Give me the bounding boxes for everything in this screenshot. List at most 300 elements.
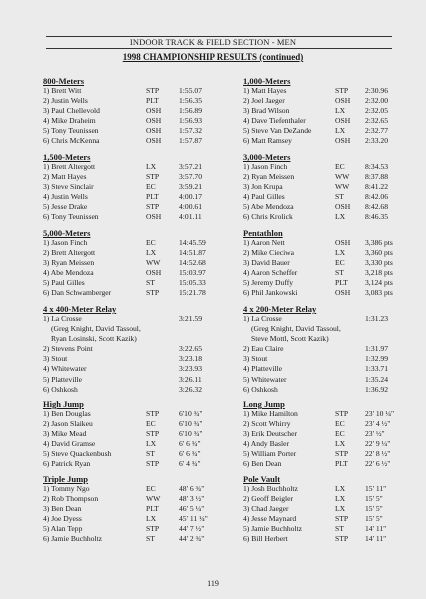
event-section xyxy=(243,152,403,223)
result-row xyxy=(243,354,403,364)
result-row xyxy=(243,409,403,419)
result-mark: 48' 6 ¾" xyxy=(179,484,205,493)
result-row xyxy=(243,192,403,202)
event-title: 5,000-Meters xyxy=(43,228,91,238)
team-code: STP xyxy=(146,459,160,469)
result-row xyxy=(43,126,213,136)
relay-members: Steve Mottl, Scott Kazik) xyxy=(251,334,329,344)
team-code: EC xyxy=(146,182,156,192)
team-code: LX xyxy=(146,514,157,524)
result-mark: 2:32.65 xyxy=(365,116,388,126)
team-code: LX xyxy=(335,106,346,116)
page-title: 1998 CHAMPIONSHIP RESULTS (continued) xyxy=(122,52,304,62)
team-code: WW xyxy=(335,182,350,192)
athlete-name: 3) Steve Sinclair xyxy=(43,182,94,192)
athlete-name: 1) Mike Hamilton xyxy=(243,409,298,418)
result-mark: 48' 3 ½" xyxy=(179,494,205,504)
team-code: EC xyxy=(146,419,156,429)
result-row xyxy=(43,192,213,202)
result-row xyxy=(43,202,213,212)
result-mark: 15:21.78 xyxy=(179,288,206,298)
athlete-name: 4) Paul Gilles xyxy=(243,192,285,202)
result-row xyxy=(43,162,213,172)
team-code: ST xyxy=(146,449,155,459)
athlete-name: 1) Jason Finch xyxy=(43,238,88,247)
athlete-name: 4) Platteville xyxy=(243,364,283,374)
result-mark: 1:31.23 xyxy=(365,314,388,323)
result-mark: 1:56.89 xyxy=(179,106,202,116)
result-mark: 1:56.35 xyxy=(179,96,202,106)
athlete-name: 6) Phil Jankowski xyxy=(243,288,298,298)
team-code: STP xyxy=(335,534,349,544)
athlete-name: 1) Ben Douglas xyxy=(43,409,91,418)
athlete-name: 1) Brett Altergott xyxy=(43,162,96,171)
athlete-name: 2) Joel Jaeger xyxy=(243,96,285,106)
result-mark: 3,124 pts xyxy=(365,278,393,288)
result-row xyxy=(43,212,213,222)
page-number: 119 xyxy=(207,579,219,588)
athlete-name: 2) Rob Thompson xyxy=(43,494,99,504)
athlete-name: 1) Tommy Ngo xyxy=(43,484,90,493)
result-mark: 3:23.18 xyxy=(179,354,202,364)
team-code: OSH xyxy=(335,238,351,247)
result-row xyxy=(243,268,403,278)
event-title: Pole Vault xyxy=(243,474,281,484)
result-mark: 3:57.21 xyxy=(179,162,202,171)
result-row xyxy=(43,409,213,419)
result-row xyxy=(243,344,403,354)
athlete-name: 5) William Porter xyxy=(243,449,297,459)
team-code: OSH xyxy=(146,106,162,116)
athlete-name: 3) Chad Jaeger xyxy=(243,504,289,514)
result-mark: 15:03.97 xyxy=(179,268,206,278)
result-row xyxy=(243,504,403,514)
athlete-name: 5) Paul Gilles xyxy=(43,278,85,288)
result-mark: 1:32.99 xyxy=(365,354,388,364)
result-mark: 6' 6 ¾" xyxy=(179,439,201,449)
team-code: LX xyxy=(335,439,346,449)
result-mark: 22' 6 ½" xyxy=(365,459,391,469)
event-section xyxy=(243,228,403,299)
result-mark: 15' 5" xyxy=(365,494,383,504)
event-section xyxy=(43,228,213,299)
relay-members: (Greg Knight, David Tassoul, xyxy=(51,324,141,334)
team-code: ST xyxy=(335,524,344,534)
result-mark: 45' 11 ¼" xyxy=(179,514,208,524)
result-mark: 15' 11" xyxy=(365,484,387,493)
result-row xyxy=(243,385,403,395)
result-mark: 23' 10 ¼" xyxy=(365,409,395,418)
team-code: PLT xyxy=(335,278,348,288)
athlete-name: 6) Oshkosh xyxy=(43,384,78,394)
result-row xyxy=(43,385,213,395)
result-row xyxy=(243,116,403,126)
athlete-name: 1) La Crosse xyxy=(43,314,82,323)
team-code: LX xyxy=(146,162,157,171)
team-code: STP xyxy=(335,86,349,95)
team-code: LX xyxy=(335,484,346,493)
team-code: OSH xyxy=(335,288,351,298)
result-mark: 22' 9 ¼" xyxy=(365,439,391,449)
athlete-name: 3) Stout xyxy=(243,354,268,364)
result-row xyxy=(243,106,403,116)
event-section xyxy=(243,304,403,395)
athlete-name: 1) Matt Hayes xyxy=(243,86,287,95)
team-code: EC xyxy=(335,419,345,429)
team-code: STP xyxy=(146,202,160,212)
result-mark: 2:30.96 xyxy=(365,86,388,95)
result-mark: 2:33.20 xyxy=(365,136,388,146)
athlete-name: 5) Jeremy Duffy xyxy=(243,278,294,288)
team-code: LX xyxy=(335,494,346,504)
team-code: PLT xyxy=(146,192,159,202)
athlete-name: 6) Chris Krolick xyxy=(243,212,293,222)
athlete-name: 4) Dave Tiefenthaler xyxy=(243,116,306,126)
team-code: EC xyxy=(335,162,345,171)
team-code: WW xyxy=(146,258,161,268)
result-row xyxy=(243,96,403,106)
event-title: 1,500-Meters xyxy=(43,152,91,162)
event-title: 4 x 200-Meter Relay xyxy=(243,304,317,314)
event-title: Pentathlon xyxy=(243,228,283,238)
team-code: PLT xyxy=(146,504,159,514)
result-row xyxy=(43,534,213,544)
athlete-name: 5) Jesse Drake xyxy=(43,202,88,212)
team-code: ST xyxy=(146,534,155,544)
athlete-name: 4) Whitewater xyxy=(43,364,87,374)
result-mark: 3,360 pts xyxy=(365,248,393,258)
result-row xyxy=(43,375,213,385)
athlete-name: 2) Mike Cieciwa xyxy=(243,248,295,258)
athlete-name: 6) Chris McKenna xyxy=(43,136,100,146)
result-row xyxy=(43,364,213,374)
athlete-name: 6) Ben Dean xyxy=(243,459,282,469)
result-mark: 44' 2 ¾" xyxy=(179,534,205,544)
result-mark: 14' 11" xyxy=(365,524,387,534)
result-mark: 3:23.93 xyxy=(179,364,202,374)
event-title: 800-Meters xyxy=(43,76,85,86)
result-mark: 6'10 ¾" xyxy=(179,409,203,418)
result-row xyxy=(43,314,213,324)
result-row xyxy=(43,238,213,248)
result-mark: 1:31.97 xyxy=(365,344,388,354)
result-row xyxy=(243,182,403,192)
result-mark: 4:00.61 xyxy=(179,202,202,212)
team-code: OSH xyxy=(146,116,162,126)
result-row xyxy=(43,524,213,534)
result-mark: 8:37.88 xyxy=(365,172,388,182)
result-row xyxy=(243,494,403,504)
athlete-name: 4) Mike Draheim xyxy=(43,116,96,126)
team-code: OSH xyxy=(335,116,351,126)
event-title: Long Jump xyxy=(243,399,285,409)
result-row xyxy=(243,136,403,146)
team-code: STP xyxy=(146,409,160,418)
result-row xyxy=(43,439,213,449)
result-row xyxy=(243,162,403,172)
event-section xyxy=(43,399,213,470)
result-mark: 1:56.93 xyxy=(179,116,202,126)
athlete-name: 5) Tony Teunissen xyxy=(43,126,99,136)
event-section xyxy=(43,474,213,545)
athlete-name: 3) Brad Wilson xyxy=(243,106,290,116)
result-mark: 6'10 ¾" xyxy=(179,429,203,439)
team-code: STP xyxy=(146,172,160,182)
result-mark: 3,386 pts xyxy=(365,238,393,247)
athlete-name: 6) Matt Ramsey xyxy=(243,136,292,146)
team-code: LX xyxy=(146,439,157,449)
result-row xyxy=(243,459,403,469)
result-mark: 6' 4 ¾" xyxy=(179,459,201,469)
team-code: LX xyxy=(146,248,157,258)
athlete-name: 2) Ryan Meissen xyxy=(243,172,295,182)
athlete-name: 2) Geoff Beigler xyxy=(243,494,294,504)
athlete-name: 1) Jason Finch xyxy=(243,162,288,171)
result-mark: 1:35.24 xyxy=(365,374,388,384)
result-row xyxy=(243,439,403,449)
team-code: ST xyxy=(335,192,344,202)
result-mark: 8:42.68 xyxy=(365,202,388,212)
result-mark: 2:32.77 xyxy=(365,126,388,136)
result-mark: 14' 11" xyxy=(365,534,387,544)
result-row xyxy=(243,534,403,544)
athlete-name: 2) Matt Hayes xyxy=(43,172,87,182)
result-row xyxy=(43,288,213,298)
result-row xyxy=(43,258,213,268)
relay-members: Ryan Losinski, Scott Kazik) xyxy=(51,334,137,344)
result-mark: 3:59.21 xyxy=(179,182,202,192)
athlete-name: 4) Aaron Scheffer xyxy=(243,268,298,278)
athlete-name: 4) Jesse Maynard xyxy=(243,514,297,524)
result-mark: 3:22.65 xyxy=(179,344,202,354)
result-row xyxy=(43,449,213,459)
result-row xyxy=(243,364,403,374)
result-mark: 8:46.35 xyxy=(365,212,388,222)
event-section xyxy=(243,474,403,545)
result-mark: 8:34.53 xyxy=(365,162,388,171)
team-code: WW xyxy=(146,494,161,504)
result-row xyxy=(243,314,403,324)
athlete-name: 2) Scott Whirry xyxy=(243,419,291,429)
team-code: PLT xyxy=(146,96,159,106)
athlete-name: 3) David Bauer xyxy=(243,258,290,268)
team-code: PLT xyxy=(335,459,348,469)
team-code: STP xyxy=(146,288,160,298)
result-row xyxy=(43,344,213,354)
event-title: 3,000-Meters xyxy=(243,152,291,162)
event-title: 1,000-Meters xyxy=(243,76,291,86)
result-row xyxy=(43,268,213,278)
result-mark: 44' 7 ½" xyxy=(179,524,205,534)
event-title: Triple Jump xyxy=(43,474,88,484)
athlete-name: 2) Eau Claire xyxy=(243,344,284,354)
event-section xyxy=(43,76,213,147)
result-row xyxy=(43,459,213,469)
result-mark: 1:33.71 xyxy=(365,364,388,374)
result-mark: 3,083 pts xyxy=(365,288,393,298)
athlete-name: 3) Jon Krupa xyxy=(243,182,283,192)
result-mark: 2:32.00 xyxy=(365,96,388,106)
result-mark: 15' 5" xyxy=(365,514,383,524)
result-mark: 22' 8 ½" xyxy=(365,449,391,459)
result-mark: 15' 5" xyxy=(365,504,383,514)
result-mark: 3,218 pts xyxy=(365,268,393,278)
result-mark: 14:45.59 xyxy=(179,238,206,247)
team-code: OSH xyxy=(335,96,351,106)
team-code: LX xyxy=(335,212,346,222)
result-mark: 6'10 ¾" xyxy=(179,419,203,429)
result-row xyxy=(243,86,403,96)
result-mark: 1:36.92 xyxy=(365,384,388,394)
result-mark: 23' 4 ½" xyxy=(365,419,391,429)
result-mark: 8:42.06 xyxy=(365,192,388,202)
team-code: STP xyxy=(335,449,349,459)
event-section xyxy=(43,152,213,223)
result-mark: 1:57.32 xyxy=(179,126,202,136)
athlete-name: 6) Tony Teunissen xyxy=(43,212,99,222)
athlete-name: 4) Abe Mendoza xyxy=(43,268,94,278)
result-row xyxy=(43,96,213,106)
athlete-name: 6) Oshkosh xyxy=(243,384,278,394)
result-row xyxy=(43,106,213,116)
result-row xyxy=(43,484,213,494)
result-row xyxy=(243,419,403,429)
result-mark: 3:26.32 xyxy=(179,384,202,394)
team-code: STP xyxy=(335,514,349,524)
result-row xyxy=(243,278,403,288)
team-code: STP xyxy=(146,524,160,534)
result-mark: 14:52.68 xyxy=(179,258,206,268)
team-code: EC xyxy=(146,484,156,493)
header-rule-bottom xyxy=(46,48,392,49)
result-row xyxy=(243,258,403,268)
athlete-name: 3) Mike Mead xyxy=(43,429,87,439)
result-mark: 4:01.11 xyxy=(179,212,202,222)
event-title: 4 x 400-Meter Relay xyxy=(43,304,117,314)
athlete-name: 3) Stout xyxy=(43,354,68,364)
result-row xyxy=(243,288,403,298)
athlete-name: 5) Platteville xyxy=(43,374,83,384)
athlete-name: 4) Justin Wells xyxy=(43,192,88,202)
result-row xyxy=(243,524,403,534)
result-mark: 14:51.87 xyxy=(179,248,206,258)
athlete-name: 6) Dan Schwamberger xyxy=(43,288,112,298)
athlete-name: 1) Brett Witt xyxy=(43,86,82,95)
result-row xyxy=(43,429,213,439)
result-row xyxy=(243,238,403,248)
team-code: OSH xyxy=(335,136,351,146)
result-mark: 2:32.05 xyxy=(365,106,388,116)
result-mark: 15:05.33 xyxy=(179,278,206,288)
athlete-name: 3) Paul Chellevold xyxy=(43,106,100,116)
result-row xyxy=(243,126,403,136)
relay-members: (Greg Knight, David Tassoul, xyxy=(251,324,341,334)
team-code: EC xyxy=(335,258,345,268)
athlete-name: 1) Josh Buchholtz xyxy=(243,484,298,493)
athlete-name: 3) Ben Dean xyxy=(43,504,82,514)
athlete-name: 5) Whitewater xyxy=(243,374,287,384)
team-code: EC xyxy=(146,238,156,247)
team-code: WW xyxy=(335,172,350,182)
result-row xyxy=(43,86,213,96)
team-code: STP xyxy=(146,429,160,439)
result-mark: 8:41.22 xyxy=(365,182,388,192)
athlete-name: 3) Erik Deutscher xyxy=(243,429,297,439)
result-row xyxy=(43,248,213,258)
result-row xyxy=(243,484,403,494)
event-section xyxy=(43,304,213,395)
athlete-name: 2) Jason Slaikeu xyxy=(43,419,93,429)
result-row xyxy=(43,172,213,182)
event-title: High Jump xyxy=(43,399,84,409)
team-code: OSH xyxy=(146,212,162,222)
team-code: EC xyxy=(335,429,345,439)
athlete-name: 1) La Crosse xyxy=(243,314,282,323)
athlete-name: 5) Steve Van DeZande xyxy=(243,126,312,136)
result-row xyxy=(43,136,213,146)
athlete-name: 2) Stevens Point xyxy=(43,344,93,354)
athlete-name: 6) Bill Herbert xyxy=(243,534,288,544)
team-code: ST xyxy=(335,268,344,278)
section-header: INDOOR TRACK & FIELD SECTION - MEN xyxy=(129,37,297,47)
team-code: STP xyxy=(335,409,349,418)
result-row xyxy=(43,494,213,504)
result-row xyxy=(243,375,403,385)
event-section xyxy=(243,399,403,470)
athlete-name: 2) Justin Wells xyxy=(43,96,88,106)
result-row xyxy=(43,514,213,524)
team-code: LX xyxy=(335,126,346,136)
result-mark: 23' ½" xyxy=(365,429,385,439)
result-row xyxy=(243,429,403,439)
team-code: OSH xyxy=(146,126,162,136)
athlete-name: 5) Abe Mendoza xyxy=(243,202,294,212)
result-row xyxy=(43,278,213,288)
athlete-name: 4) Joe Dyess xyxy=(43,514,82,524)
result-row xyxy=(243,248,403,258)
athlete-name: 1) Aaron Nett xyxy=(243,238,285,247)
result-mark: 46' 5 ¼" xyxy=(179,504,205,514)
athlete-name: 5) Jamie Buchholtz xyxy=(243,524,303,534)
result-mark: 4:00.17 xyxy=(179,192,202,202)
result-row xyxy=(243,514,403,524)
athlete-name: 5) Steve Quackenbush xyxy=(43,449,112,459)
result-row xyxy=(243,202,403,212)
result-row xyxy=(43,504,213,514)
athlete-name: 4) David Gramse xyxy=(43,439,96,449)
athlete-name: 6) Patrick Ryan xyxy=(43,459,91,469)
team-code: OSH xyxy=(335,202,351,212)
result-mark: 1:57.87 xyxy=(179,136,202,146)
result-row xyxy=(243,212,403,222)
athlete-name: 3) Ryan Meissen xyxy=(43,258,95,268)
team-code: OSH xyxy=(146,268,162,278)
event-section xyxy=(243,76,403,147)
result-row xyxy=(43,419,213,429)
result-mark: 3:57.70 xyxy=(179,172,202,182)
team-code: ST xyxy=(146,278,155,288)
result-row xyxy=(43,116,213,126)
team-code: LX xyxy=(335,504,346,514)
result-mark: 3,330 pts xyxy=(365,258,393,268)
result-row xyxy=(43,182,213,192)
result-row xyxy=(243,172,403,182)
result-row xyxy=(43,354,213,364)
result-row xyxy=(243,449,403,459)
team-code: LX xyxy=(335,248,346,258)
athlete-name: 4) Andy Basler xyxy=(243,439,289,449)
result-mark: 1:55.07 xyxy=(179,86,202,95)
